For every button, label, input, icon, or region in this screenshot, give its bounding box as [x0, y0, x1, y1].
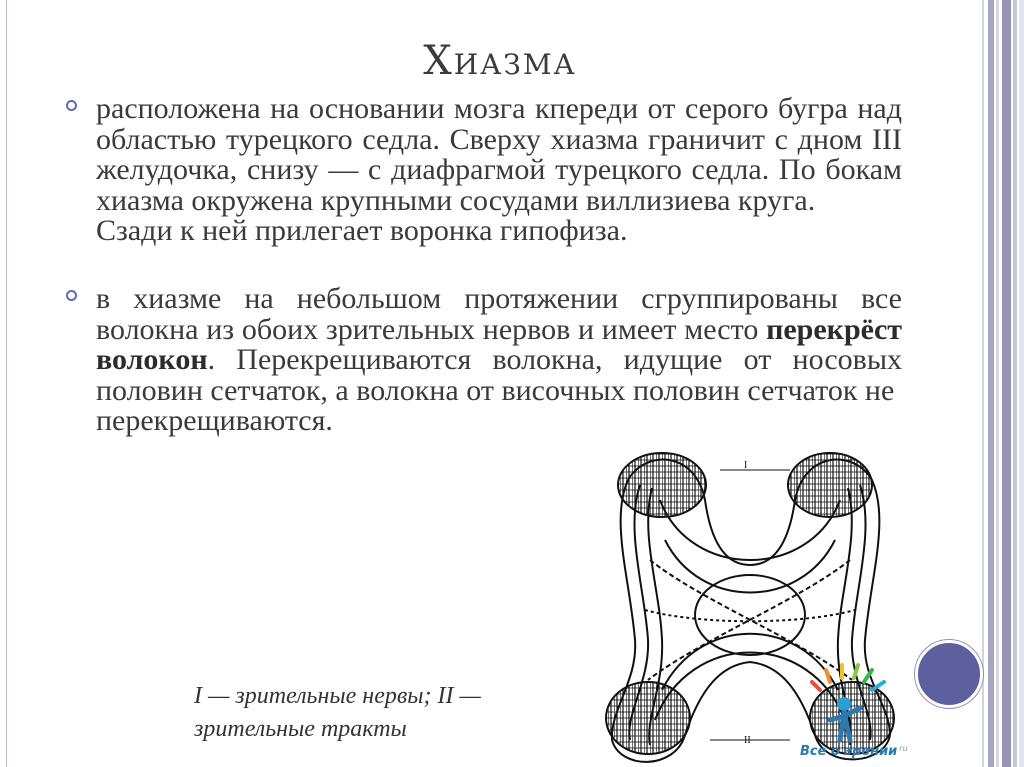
- logo-name: Все о зрении: [800, 744, 898, 759]
- left-frame-line: [6, 0, 7, 767]
- diagram-label-I: I: [744, 460, 748, 471]
- bullet-2-last-line: перекрещиваются.: [96, 404, 333, 437]
- slide-title: Хиазма: [423, 38, 577, 84]
- caption-line-2: зрительные тракты: [194, 716, 407, 742]
- bullet-paragraph-1: [96, 94, 902, 247]
- bullet-2-text-before: в хиазме на небольшом протяжении сгруппированы все волокна из обоих зрительных нервов и имеет место: [96, 282, 902, 346]
- logo-text: [800, 744, 908, 759]
- bullet-2-bold-term: перекрёст волокон: [96, 312, 902, 376]
- bullet-1-last-line: Сзади к ней прилегает воронка гипофиза.: [96, 214, 628, 247]
- bullet-marker: [66, 100, 77, 111]
- bullet-marker: [66, 290, 77, 301]
- caption-line-1: I — зрительные нервы; II —: [194, 683, 481, 709]
- decorative-circle: [915, 640, 983, 708]
- bullet-1-text: расположена на основании мозга кпереди от серого бугра над областью турецкого седла. Сверху хиазма граничит с дном III желудочка, снизу — с диафрагмой турецкого седла. По бокам хиазма окружена крупными сосудами виллизиева круга.: [96, 92, 902, 217]
- bullet-2-text-after: . Перекрещиваются волокна, идущие от носовых половин сетчаток, а волокна от височных половин сетчаток не: [96, 343, 902, 407]
- figure-caption: [194, 680, 481, 746]
- bullet-paragraph-2: [96, 284, 902, 437]
- diagram-label-II: II: [744, 735, 751, 746]
- logo-domain: ru: [899, 744, 908, 753]
- right-decorative-stripes: [982, 0, 1024, 767]
